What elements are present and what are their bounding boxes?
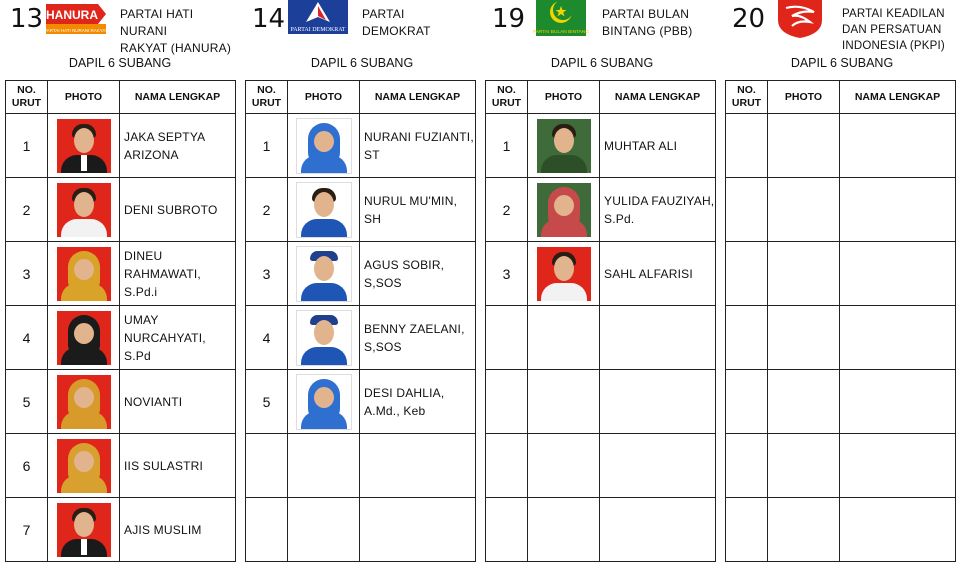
candidate-photo <box>537 247 591 301</box>
candidate-photo-cell <box>528 178 600 242</box>
col-header-name: NAMA LENGKAP <box>360 81 476 114</box>
candidate-row <box>486 114 716 178</box>
col-header-no: NO. URUT <box>486 81 528 114</box>
party-header-pbb <box>482 0 722 80</box>
candidate-row <box>246 114 476 178</box>
candidate-photo <box>537 119 591 173</box>
party-number: 19 <box>492 4 526 34</box>
hanura-logo-text: HANURA <box>46 8 98 22</box>
candidate-name: SAHL ALFARISI <box>600 242 716 306</box>
party-header-demokrat <box>242 0 482 80</box>
candidate-photo <box>296 246 352 302</box>
candidate-row <box>486 306 716 370</box>
candidate-name <box>600 306 716 370</box>
candidate-name <box>840 114 956 178</box>
dapil-label: DAPIL 6 SUBANG <box>790 56 894 70</box>
pbb-logo-text: PARTAI BULAN BINTANG <box>532 30 590 35</box>
candidate-name: MUHTAR ALI <box>600 114 716 178</box>
candidate-name: NURANI FUZIANTI, ST <box>360 114 476 178</box>
candidate-name <box>840 178 956 242</box>
candidate-photo-cell <box>48 178 120 242</box>
candidate-photo-cell <box>768 498 840 562</box>
candidate-row <box>6 306 236 370</box>
demokrat-logo <box>286 0 350 38</box>
candidate-row <box>246 178 476 242</box>
candidate-number <box>486 498 528 562</box>
candidate-row <box>6 242 236 306</box>
candidate-photo <box>296 182 352 238</box>
candidate-name: DENI SUBROTO <box>120 178 236 242</box>
candidate-photo-cell <box>768 370 840 434</box>
candidate-photo <box>57 375 111 429</box>
col-header-photo: PHOTO <box>288 81 360 114</box>
candidate-row <box>246 370 476 434</box>
candidate-photo-cell <box>288 114 360 178</box>
candidate-photo <box>57 503 111 557</box>
candidate-photo <box>57 439 111 493</box>
candidate-row <box>6 434 236 498</box>
party-name: PARTAI DEMOKRAT <box>362 7 431 38</box>
candidate-number <box>726 498 768 562</box>
candidate-photo-cell <box>288 306 360 370</box>
candidate-number <box>726 434 768 498</box>
col-header-photo: PHOTO <box>48 81 120 114</box>
hanura-logo <box>44 0 108 38</box>
candidate-table-pkpi <box>725 80 956 562</box>
candidate-number: 1 <box>246 114 288 178</box>
candidate-photo-cell <box>48 434 120 498</box>
candidate-name: NURUL MU'MIN, SH <box>360 178 476 242</box>
candidate-name <box>360 434 476 498</box>
candidate-photo <box>57 183 111 237</box>
candidate-row <box>726 306 956 370</box>
candidate-photo-cell <box>288 434 360 498</box>
candidate-number: 4 <box>246 306 288 370</box>
candidate-photo-cell <box>768 178 840 242</box>
dapil-label: DAPIL 6 SUBANG <box>550 56 654 70</box>
candidate-row <box>486 434 716 498</box>
candidate-table-demokrat <box>245 80 476 562</box>
candidate-name: BENNY ZAELANI, S,SOS <box>360 306 476 370</box>
candidate-row <box>6 114 236 178</box>
candidate-photo-cell <box>528 498 600 562</box>
dapil-label: DAPIL 6 SUBANG <box>68 56 172 70</box>
candidate-number: 4 <box>6 306 48 370</box>
candidate-number <box>726 306 768 370</box>
candidate-table-pbb <box>485 80 716 562</box>
candidate-photo-cell <box>528 370 600 434</box>
candidate-row <box>726 498 956 562</box>
demokrat-logo-text: PARTAI DEMOKRAT <box>290 27 346 33</box>
candidate-photo <box>296 118 352 174</box>
candidate-photo-cell <box>288 178 360 242</box>
candidate-row <box>246 242 476 306</box>
hanura-logo-subtext: PARTAI HATI NURANI RAKYAT <box>44 28 108 33</box>
candidate-number: 7 <box>6 498 48 562</box>
candidate-row <box>6 370 236 434</box>
candidate-row <box>486 242 716 306</box>
candidate-number <box>486 370 528 434</box>
candidate-number <box>726 114 768 178</box>
candidate-table-hanura <box>5 80 236 562</box>
candidate-number: 6 <box>6 434 48 498</box>
candidate-name: DESI DAHLIA, A.Md., Keb <box>360 370 476 434</box>
candidate-row <box>246 434 476 498</box>
candidate-name: YULIDA FAUZIYAH, S.Pd. <box>600 178 716 242</box>
candidate-number: 2 <box>246 178 288 242</box>
candidate-name: NOVIANTI <box>120 370 236 434</box>
candidate-name: IIS SULASTRI <box>120 434 236 498</box>
candidate-photo-cell <box>768 306 840 370</box>
party-number: 20 <box>732 4 766 34</box>
candidate-name <box>840 306 956 370</box>
candidate-photo-cell <box>768 114 840 178</box>
party-header-hanura <box>0 0 240 80</box>
candidate-number: 3 <box>6 242 48 306</box>
candidate-number <box>726 370 768 434</box>
candidate-name <box>840 498 956 562</box>
candidate-name <box>600 434 716 498</box>
candidate-row <box>726 434 956 498</box>
candidate-number <box>246 498 288 562</box>
candidate-row <box>726 114 956 178</box>
candidate-number: 2 <box>6 178 48 242</box>
col-header-name: NAMA LENGKAP <box>600 81 716 114</box>
candidate-photo <box>57 311 111 365</box>
candidate-photo-cell <box>288 498 360 562</box>
candidate-number: 3 <box>486 242 528 306</box>
candidate-name: DINEU RAHMAWATI, S.Pd.i <box>120 242 236 306</box>
candidate-photo-cell <box>528 434 600 498</box>
candidate-photo-cell <box>288 370 360 434</box>
candidate-row <box>246 306 476 370</box>
candidate-row <box>486 178 716 242</box>
candidate-row <box>246 498 476 562</box>
candidate-photo-cell <box>528 242 600 306</box>
party-header-pkpi <box>722 0 962 80</box>
candidate-number: 1 <box>486 114 528 178</box>
col-header-photo: PHOTO <box>768 81 840 114</box>
col-header-name: NAMA LENGKAP <box>120 81 236 114</box>
candidate-photo-cell <box>528 306 600 370</box>
party-name: PARTAI KEADILAN DAN PERSATUAN INDONESIA (PKPI) <box>842 8 945 52</box>
candidate-photo-cell <box>48 242 120 306</box>
candidate-photo-cell <box>768 434 840 498</box>
candidate-name: JAKA SEPTYA ARIZONA <box>120 114 236 178</box>
pbb-logo <box>526 0 590 38</box>
candidate-photo-cell <box>48 370 120 434</box>
col-header-no: NO. URUT <box>6 81 48 114</box>
candidate-photo <box>296 310 352 366</box>
party-number: 14 <box>252 4 286 34</box>
candidate-row <box>6 178 236 242</box>
candidate-name <box>600 498 716 562</box>
candidate-number <box>486 306 528 370</box>
col-header-name: NAMA LENGKAP <box>840 81 956 114</box>
candidate-row <box>6 498 236 562</box>
candidate-photo <box>537 183 591 237</box>
candidate-number: 3 <box>246 242 288 306</box>
candidate-number <box>246 434 288 498</box>
dapil-label: DAPIL 6 SUBANG <box>310 56 414 70</box>
candidate-name <box>840 370 956 434</box>
candidate-number: 5 <box>246 370 288 434</box>
candidate-number <box>726 178 768 242</box>
candidate-name <box>840 434 956 498</box>
candidate-name <box>360 498 476 562</box>
candidate-name: UMAY NURCAHYATI, S.Pd <box>120 306 236 370</box>
col-header-no: NO. URUT <box>726 81 768 114</box>
candidate-row <box>486 498 716 562</box>
candidate-number <box>726 242 768 306</box>
candidate-photo-cell <box>48 306 120 370</box>
candidate-row <box>726 370 956 434</box>
candidate-photo-cell <box>48 498 120 562</box>
candidate-name <box>840 242 956 306</box>
party-name: PARTAI HATI NURANI RAKYAT (HANURA) <box>120 7 232 55</box>
candidate-row <box>726 242 956 306</box>
col-header-photo: PHOTO <box>528 81 600 114</box>
candidate-number: 2 <box>486 178 528 242</box>
candidate-number: 1 <box>6 114 48 178</box>
candidate-photo <box>57 119 111 173</box>
party-name: PARTAI BULAN BINTANG (PBB) <box>602 7 693 38</box>
candidate-number <box>486 434 528 498</box>
candidate-name: AJIS MUSLIM <box>120 498 236 562</box>
candidate-row <box>486 370 716 434</box>
pkpi-logo <box>766 0 830 38</box>
col-header-no: NO. URUT <box>246 81 288 114</box>
candidate-photo <box>57 247 111 301</box>
candidate-photo-cell <box>768 242 840 306</box>
candidate-name <box>600 370 716 434</box>
candidate-photo-cell <box>288 242 360 306</box>
candidate-row <box>726 178 956 242</box>
candidate-number: 5 <box>6 370 48 434</box>
candidate-photo <box>296 374 352 430</box>
party-number: 13 <box>10 4 44 34</box>
candidate-photo-cell <box>48 114 120 178</box>
candidate-photo-cell <box>528 114 600 178</box>
candidate-name: AGUS SOBIR, S,SOS <box>360 242 476 306</box>
